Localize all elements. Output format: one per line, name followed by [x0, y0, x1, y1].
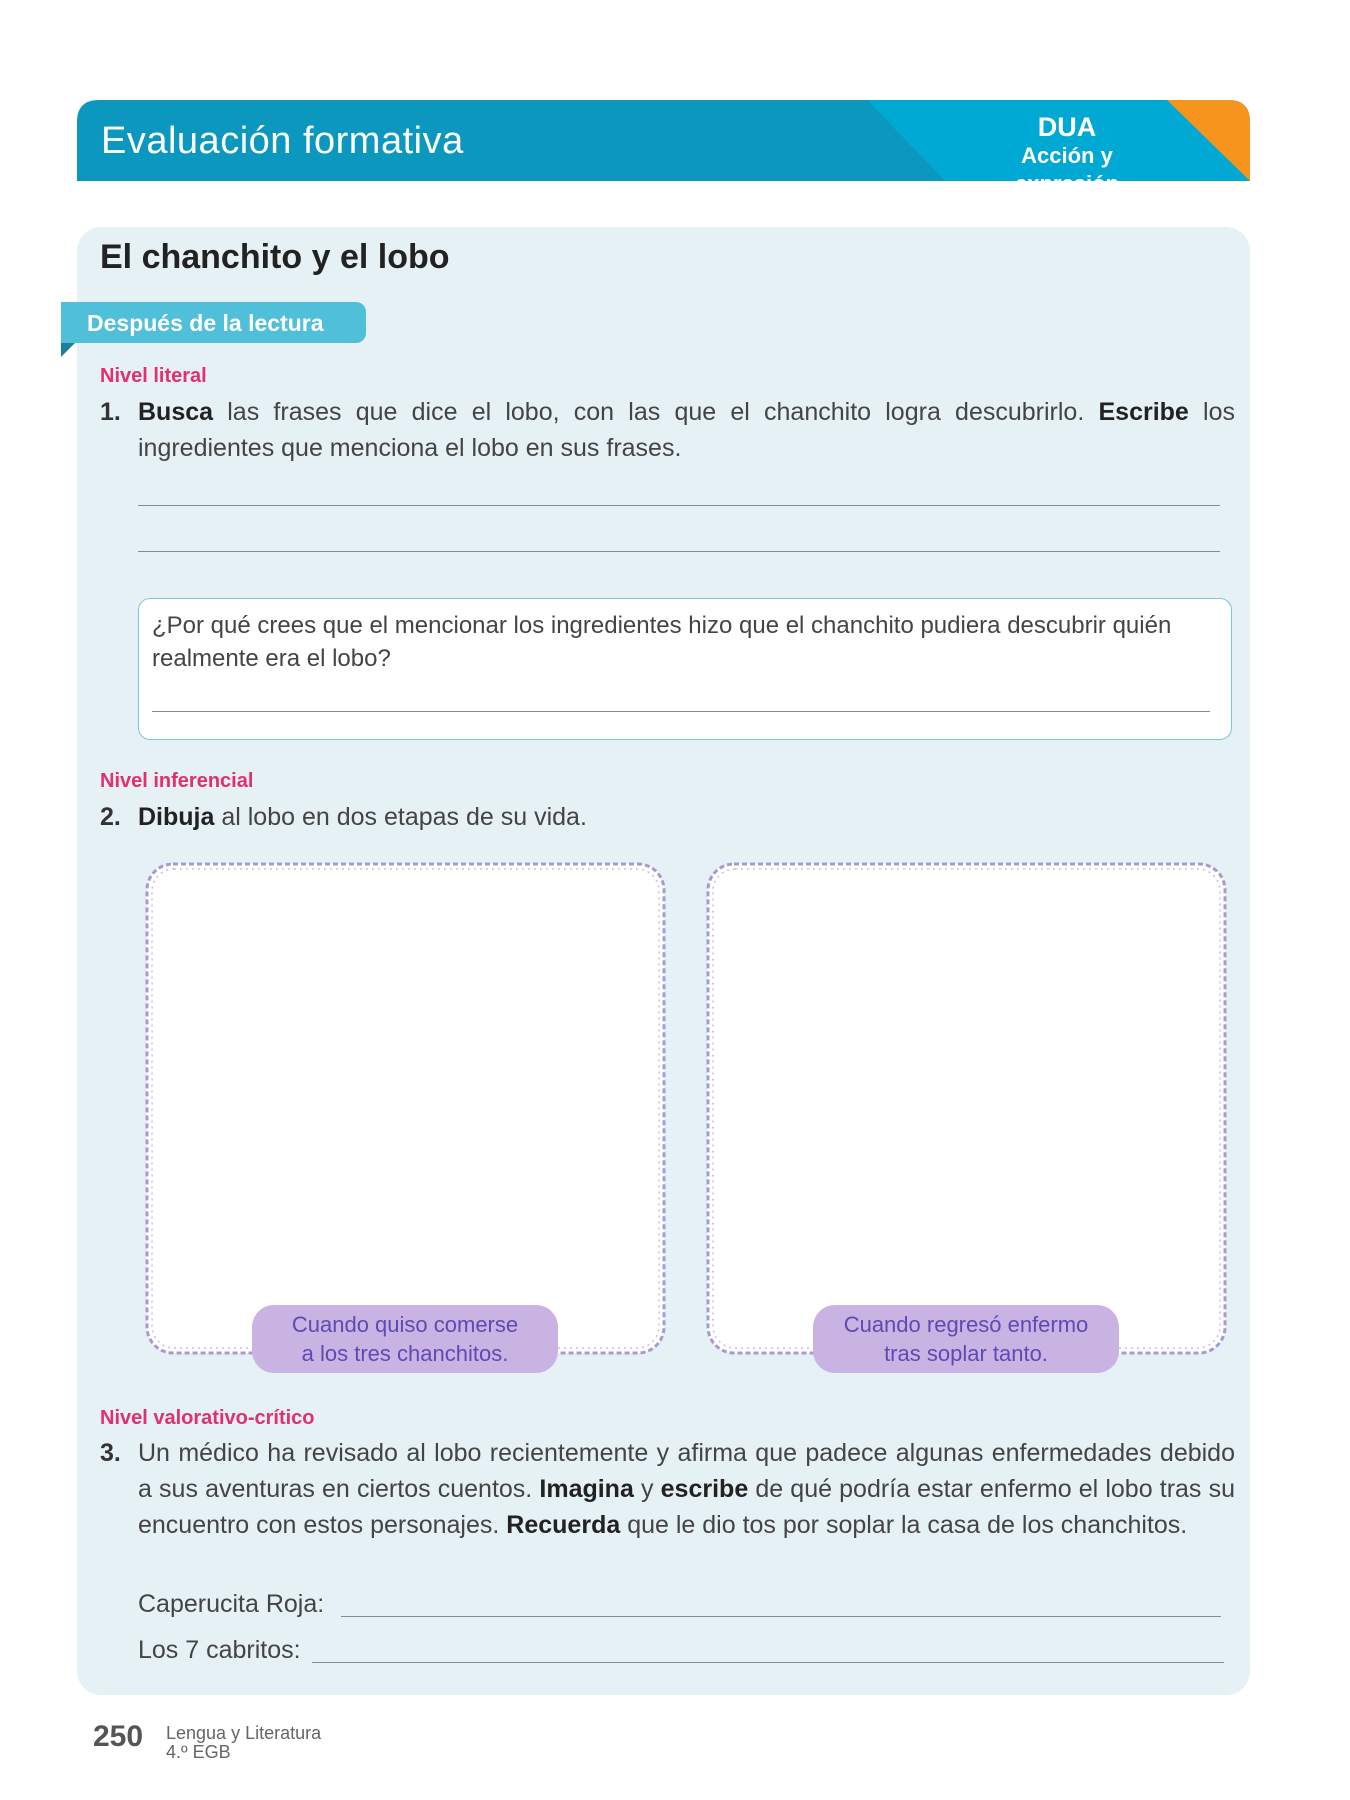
question-text: al lobo en dos etapas de su vida. [214, 803, 587, 831]
banner-title: Evaluación formativa [101, 120, 464, 162]
question-text: de qué podría estar enfermo el lobo tras su encuentro con estos personajes. [138, 1475, 1235, 1539]
section-tag [61, 302, 366, 343]
level-inferential: Nivel inferencial [100, 770, 254, 792]
wavy-frame [140, 857, 671, 1360]
caption-line: a los tres chanchitos. [301, 1341, 509, 1366]
page-number: 250 [93, 1720, 144, 1753]
question-number: 1. [100, 398, 121, 426]
answer-label-caperucita: Caperucita Roja: [138, 1590, 325, 1618]
level-critical: Nivel valorativo-crítico [100, 1407, 315, 1429]
question-text: las frases que dice el lobo, con las que el chanchito logra descubrirlo. [213, 398, 1099, 426]
section-tag-label: Después de la lectura [87, 310, 324, 336]
grade-label: 4.º EGB [166, 1742, 231, 1762]
instruction-verb: Busca [138, 398, 214, 426]
caption-right [813, 1305, 1119, 1373]
story-title: El chanchito y el lobo [100, 238, 450, 276]
drawing-area-right[interactable] [701, 857, 1232, 1366]
question-text: y [633, 1475, 661, 1503]
question-text: los ingredientes que menciona el lobo en sus frases. [138, 398, 1235, 462]
question-number: 2. [100, 803, 121, 831]
question-text: que le dio tos por soplar la casa de los chanchitos. [620, 1511, 1188, 1539]
caption-line: Cuando regresó enfermo [843, 1312, 1089, 1337]
header-banner [77, 100, 1250, 196]
question-3 [100, 1435, 1235, 1543]
answer-label-cabritos: Los 7 cabritos: [138, 1636, 301, 1664]
reflection-question: ¿Por qué crees que el mencionar los ingredientes hizo que el chanchito pudiera descubrir quién realmente era el lobo? [152, 612, 1172, 672]
instruction-verb: escribe [660, 1475, 749, 1503]
question-1 [100, 394, 1235, 466]
instruction-verb: Imagina [539, 1475, 634, 1503]
subject-name: Lengua y Literatura [166, 1723, 322, 1743]
instruction-verb: Dibuja [138, 803, 215, 831]
answer-line[interactable] [341, 1616, 1221, 1617]
caption-left [252, 1305, 558, 1373]
wavy-frame [701, 857, 1232, 1360]
reflection-box [138, 598, 1232, 740]
question-number: 3. [100, 1439, 121, 1467]
dua-badge-subtitle: Acción y expresión [1015, 143, 1119, 196]
dua-badge-title: DUA [1037, 112, 1097, 142]
question-text: Un médico ha revisado al lobo recientemente y afirma que padece algunas enfermedades debido a sus aventuras en ciertos cuentos. [138, 1439, 1235, 1503]
dua-badge [967, 112, 1167, 198]
answer-line[interactable] [152, 711, 1210, 712]
instruction-verb: Escribe [1098, 398, 1189, 426]
caption-line: tras soplar tanto. [884, 1341, 1048, 1366]
instruction-verb: Recuerda [506, 1511, 621, 1539]
footer-subject [166, 1724, 321, 1762]
answer-line[interactable] [138, 505, 1220, 506]
level-literal: Nivel literal [100, 365, 207, 387]
caption-line: Cuando quiso comerse [291, 1312, 519, 1337]
question-2 [100, 799, 1235, 835]
drawing-area-left[interactable] [140, 857, 671, 1366]
answer-line[interactable] [138, 551, 1220, 552]
answer-line[interactable] [312, 1662, 1224, 1663]
